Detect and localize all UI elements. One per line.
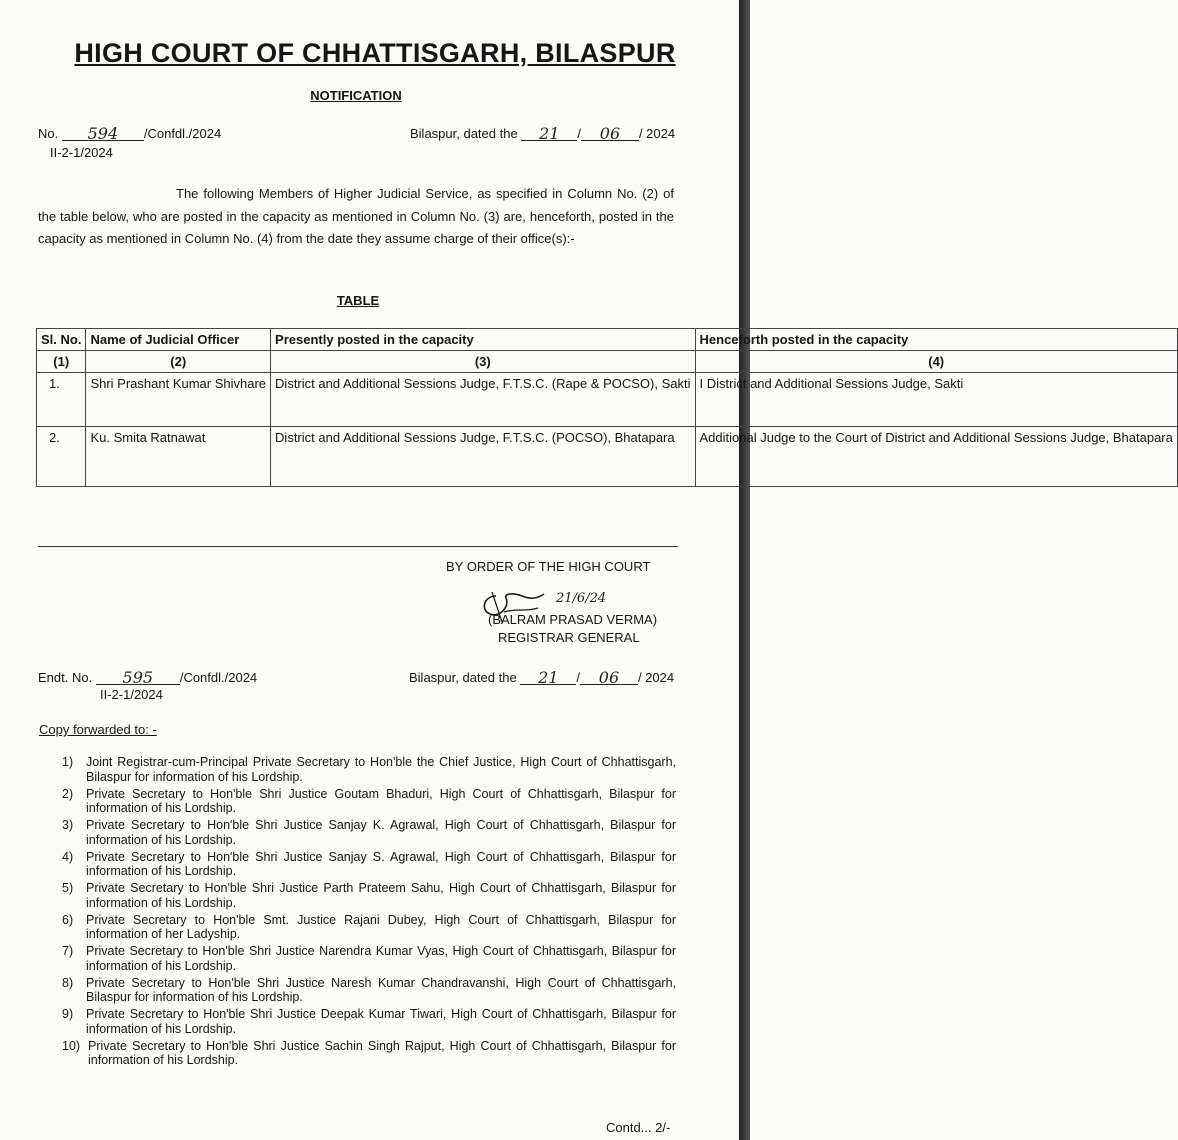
serial-number: 2. <box>37 427 86 487</box>
copy-forwarded-heading: Copy forwarded to: - <box>39 722 157 737</box>
date-day: 21 <box>521 124 577 141</box>
column-header: Presently posted in the capacity <box>271 329 695 351</box>
list-item: 9) Private Secretary to Hon'ble Shri Justice Deepak Kumar Tiwari, High Court of Chhattisgarh, Bilaspur for information of his Lordship. <box>62 1007 676 1036</box>
date-day: 21 <box>520 668 576 685</box>
endorsement-file-reference: II-2-1/2024 <box>100 687 163 702</box>
copy-list <box>62 755 676 1070</box>
intro-paragraph: The following Members of Higher Judicial Service, as specified in Column No. (2) of the table below, who are posted in the capacity as mentioned in Column No. (3) are, henceforth, posted in the capacity as mentioned in Column No. (4) from the date they assume charge of their office(s):- <box>38 186 674 246</box>
continued-note: Contd... 2/- <box>606 1120 671 1135</box>
place-date-label: Bilaspur, dated the <box>410 126 518 141</box>
list-item: 3) Private Secretary to Hon'ble Shri Justice Sanjay K. Agrawal, High Court of Chhattisgarh, Bilaspur for information of his Lordship. <box>62 818 676 847</box>
date-year: / 2024 <box>637 670 675 685</box>
column-number: (4) <box>695 351 1177 373</box>
endorsement-number <box>38 668 257 685</box>
list-item: 10) Private Secretary to Hon'ble Shri Justice Sachin Singh Rajput, High Court of Chhattisgarh, Bilaspur for information of his Lordship. <box>62 1038 676 1067</box>
column-number-row <box>37 351 1178 373</box>
postings-table <box>36 328 1178 487</box>
list-item: 8) Private Secretary to Hon'ble Shri Justice Naresh Kumar Chandravanshi, High Court of Chhattisgarh, Bilaspur for information of his Lordship. <box>62 975 676 1004</box>
date-year: / 2024 <box>638 126 676 141</box>
endorsement-place-date: Bilaspur, dated the 21 / 06 / 2024 <box>409 668 675 687</box>
table-heading: TABLE <box>336 293 380 308</box>
svg-text:21/6/24: 21/6/24 <box>556 591 607 606</box>
notification-number <box>38 124 221 141</box>
column-header: Name of Judicial Officer <box>86 329 271 351</box>
table-header-row <box>37 329 1178 351</box>
list-item: 2) Private Secretary to Hon'ble Shri Justice Goutam Bhaduri, High Court of Chhattisgarh, Bilaspur for information of his Lordship. <box>62 786 676 815</box>
table-row <box>37 427 1178 487</box>
list-item: 4) Private Secretary to Hon'ble Shri Justice Sanjay S. Agrawal, High Court of Chhattisgarh, Bilaspur for information of his Lordship. <box>62 849 676 878</box>
by-order-line: BY ORDER OF THE HIGH COURT <box>446 559 651 574</box>
new-posting: Additional Judge to the Court of District and Additional Sessions Judge, Bhatapara <box>695 427 1177 487</box>
date-month: 06 <box>580 668 638 685</box>
endorsement-suffix: /Confdl./2024 <box>179 670 258 685</box>
number-label: No. <box>38 126 59 141</box>
officer-name: Shri Prashant Kumar Shivhare <box>86 373 271 427</box>
column-number: (1) <box>37 351 86 373</box>
serial-number: 1. <box>37 373 86 427</box>
endorsement-label: Endt. No. <box>38 670 93 685</box>
column-number: (2) <box>86 351 271 373</box>
endorsement-value: 595 <box>96 668 180 685</box>
court-title: HIGH COURT OF CHHATTISGARH, BILASPUR <box>74 38 676 68</box>
officer-name: Ku. Smita Ratnawat <box>86 427 271 487</box>
new-posting: I District and Additional Sessions Judge, Sakti <box>695 373 1177 427</box>
list-item: 6) Private Secretary to Hon'ble Smt. Justice Rajani Dubey, High Court of Chhattisgarh, Bilaspur for information of her Ladyship. <box>62 912 676 941</box>
signer-name: (BALRAM PRASAD VERMA) <box>488 612 658 627</box>
table-row <box>37 373 1178 427</box>
column-header: Sl. No. <box>37 329 86 351</box>
present-posting: District and Additional Sessions Judge, F.T.S.C. (POCSO), Bhatapara <box>271 427 695 487</box>
date-month: 06 <box>581 124 639 141</box>
notification-heading: NOTIFICATION <box>310 88 402 103</box>
number-suffix: /Confdl./2024 <box>143 126 222 141</box>
number-value: 594 <box>62 124 144 141</box>
scan-shadow-edge <box>739 0 750 1140</box>
list-item: 7) Private Secretary to Hon'ble Shri Justice Narendra Kumar Vyas, High Court of Chhattisgarh, Bilaspur for information of his Lordship. <box>62 944 676 973</box>
present-posting: District and Additional Sessions Judge, F.T.S.C. (Rape & POCSO), Sakti <box>271 373 695 427</box>
list-item: 5) Private Secretary to Hon'ble Shri Justice Parth Prateem Sahu, High Court of Chhattisgarh, Bilaspur for information of his Lordship. <box>62 881 676 910</box>
column-header: Henceforth posted in the capacity <box>695 329 1177 351</box>
place-date-label: Bilaspur, dated the <box>409 670 517 685</box>
place-date: Bilaspur, dated the 21 / 06 / 2024 <box>410 124 676 143</box>
column-number: (3) <box>271 351 695 373</box>
list-item: 1) Joint Registrar-cum-Principal Private Secretary to Hon'ble the Chief Justice, High Court of Chhattisgarh, Bilaspur for information of his Lordship. <box>62 755 676 784</box>
file-reference: II-2-1/2024 <box>50 145 113 160</box>
section-divider <box>38 546 678 547</box>
signer-designation: REGISTRAR GENERAL <box>498 630 640 645</box>
